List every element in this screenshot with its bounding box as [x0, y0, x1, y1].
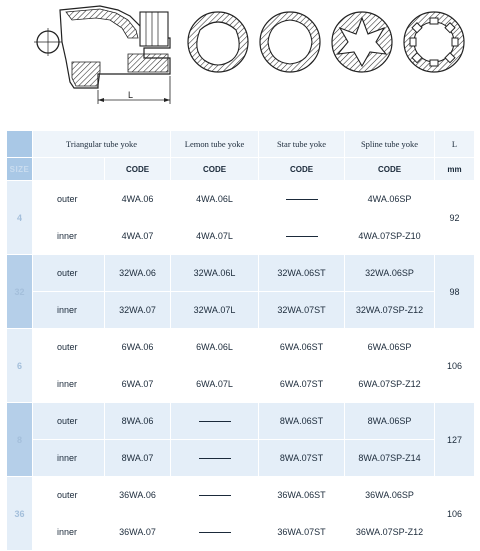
spline-code-cell: 6WA.07SP-Z12 — [345, 366, 435, 403]
header-star: Star tube yoke — [259, 131, 345, 158]
table-row — [7, 440, 475, 477]
lemon-code-cell — [171, 477, 259, 514]
position-cell: outer — [33, 255, 105, 292]
header-code-lemon: CODE — [171, 158, 259, 181]
star-code-cell — [259, 181, 345, 218]
table-row — [7, 366, 475, 403]
length-cell: 106 — [435, 477, 475, 551]
dimension-label: L — [128, 90, 134, 100]
spline-code-cell: 4WA.07SP-Z10 — [345, 218, 435, 255]
lemon-code-cell — [171, 514, 259, 551]
header-length: L — [435, 131, 475, 158]
table-row — [7, 181, 475, 218]
spline-code-cell: 4WA.06SP — [345, 181, 435, 218]
not-available-dash — [199, 421, 231, 422]
lemon-code-cell: 4WA.06L — [171, 181, 259, 218]
tube-yoke-drawing — [0, 0, 480, 110]
position-cell: outer — [33, 403, 105, 440]
table-row — [7, 514, 475, 551]
table-subheader-row — [7, 158, 475, 181]
header-code-spline: CODE — [345, 158, 435, 181]
not-available-dash — [199, 458, 231, 459]
lemon-code-cell — [171, 440, 259, 477]
spline-code-cell: 32WA.07SP-Z12 — [345, 292, 435, 329]
header-code-star: CODE — [259, 158, 345, 181]
star-code-cell: 8WA.06ST — [259, 403, 345, 440]
lemon-code-cell: 6WA.06L — [171, 329, 259, 366]
triangular-code-cell: 8WA.06 — [105, 403, 171, 440]
spline-code-cell: 32WA.06SP — [345, 255, 435, 292]
length-cell: 98 — [435, 255, 475, 329]
triangular-code-cell: 36WA.06 — [105, 477, 171, 514]
star-code-cell: 36WA.06ST — [259, 477, 345, 514]
header-spline: Spline tube yoke — [345, 131, 435, 158]
star-code-cell: 6WA.06ST — [259, 329, 345, 366]
triangular-code-cell: 8WA.07 — [105, 440, 171, 477]
star-code-cell: 32WA.07ST — [259, 292, 345, 329]
header-position — [33, 158, 105, 181]
length-cell: 127 — [435, 403, 475, 477]
triangular-profile — [188, 12, 248, 72]
spline-code-cell: 8WA.07SP-Z14 — [345, 440, 435, 477]
position-cell: outer — [33, 477, 105, 514]
length-cell: 92 — [435, 181, 475, 255]
header-blank — [7, 131, 33, 158]
lemon-code-cell — [171, 403, 259, 440]
position-cell: outer — [33, 181, 105, 218]
position-cell: inner — [33, 440, 105, 477]
lemon-code-cell: 4WA.07L — [171, 218, 259, 255]
lemon-profile — [260, 12, 320, 72]
star-code-cell: 32WA.06ST — [259, 255, 345, 292]
position-cell: outer — [33, 329, 105, 366]
table-row — [7, 255, 475, 292]
triangular-code-cell: 6WA.07 — [105, 366, 171, 403]
header-triangular: Triangular tube yoke — [33, 131, 171, 158]
size-cell: 36 — [7, 477, 33, 551]
size-cell: 6 — [7, 329, 33, 403]
header-unit: mm — [435, 158, 475, 181]
table-row — [7, 218, 475, 255]
spline-code-cell: 36WA.06SP — [345, 477, 435, 514]
star-code-cell: 36WA.07ST — [259, 514, 345, 551]
not-available-dash — [199, 532, 231, 533]
spline-code-cell: 8WA.06SP — [345, 403, 435, 440]
lemon-code-cell: 32WA.06L — [171, 255, 259, 292]
position-cell: inner — [33, 366, 105, 403]
length-cell: 106 — [435, 329, 475, 403]
table-row — [7, 403, 475, 440]
table-row — [7, 292, 475, 329]
triangular-code-cell: 36WA.07 — [105, 514, 171, 551]
triangular-code-cell: 32WA.06 — [105, 255, 171, 292]
spline-code-cell: 6WA.06SP — [345, 329, 435, 366]
star-code-cell: 6WA.07ST — [259, 366, 345, 403]
triangular-code-cell: 6WA.06 — [105, 329, 171, 366]
side-section-view — [34, 6, 170, 104]
not-available-dash — [286, 236, 318, 237]
star-profile — [332, 12, 392, 72]
position-cell: inner — [33, 292, 105, 329]
not-available-dash — [199, 495, 231, 496]
position-cell: inner — [33, 514, 105, 551]
triangular-code-cell: 4WA.07 — [105, 218, 171, 255]
table-row — [7, 329, 475, 366]
header-code-triangular: CODE — [105, 158, 171, 181]
table-row — [7, 477, 475, 514]
not-available-dash — [286, 199, 318, 200]
spline-code-cell: 36WA.07SP-Z12 — [345, 514, 435, 551]
spline-profile — [404, 12, 464, 72]
table-header-row — [7, 131, 475, 158]
star-code-cell: 8WA.07ST — [259, 440, 345, 477]
size-cell: 4 — [7, 181, 33, 255]
triangular-code-cell: 4WA.06 — [105, 181, 171, 218]
position-cell: inner — [33, 218, 105, 255]
triangular-code-cell: 32WA.07 — [105, 292, 171, 329]
header-size: SIZE — [7, 158, 33, 181]
lemon-code-cell: 6WA.07L — [171, 366, 259, 403]
size-cell: 8 — [7, 403, 33, 477]
lemon-code-cell: 32WA.07L — [171, 292, 259, 329]
size-cell: 32 — [7, 255, 33, 329]
header-lemon: Lemon tube yoke — [171, 131, 259, 158]
yoke-spec-table — [6, 130, 475, 551]
star-code-cell — [259, 218, 345, 255]
